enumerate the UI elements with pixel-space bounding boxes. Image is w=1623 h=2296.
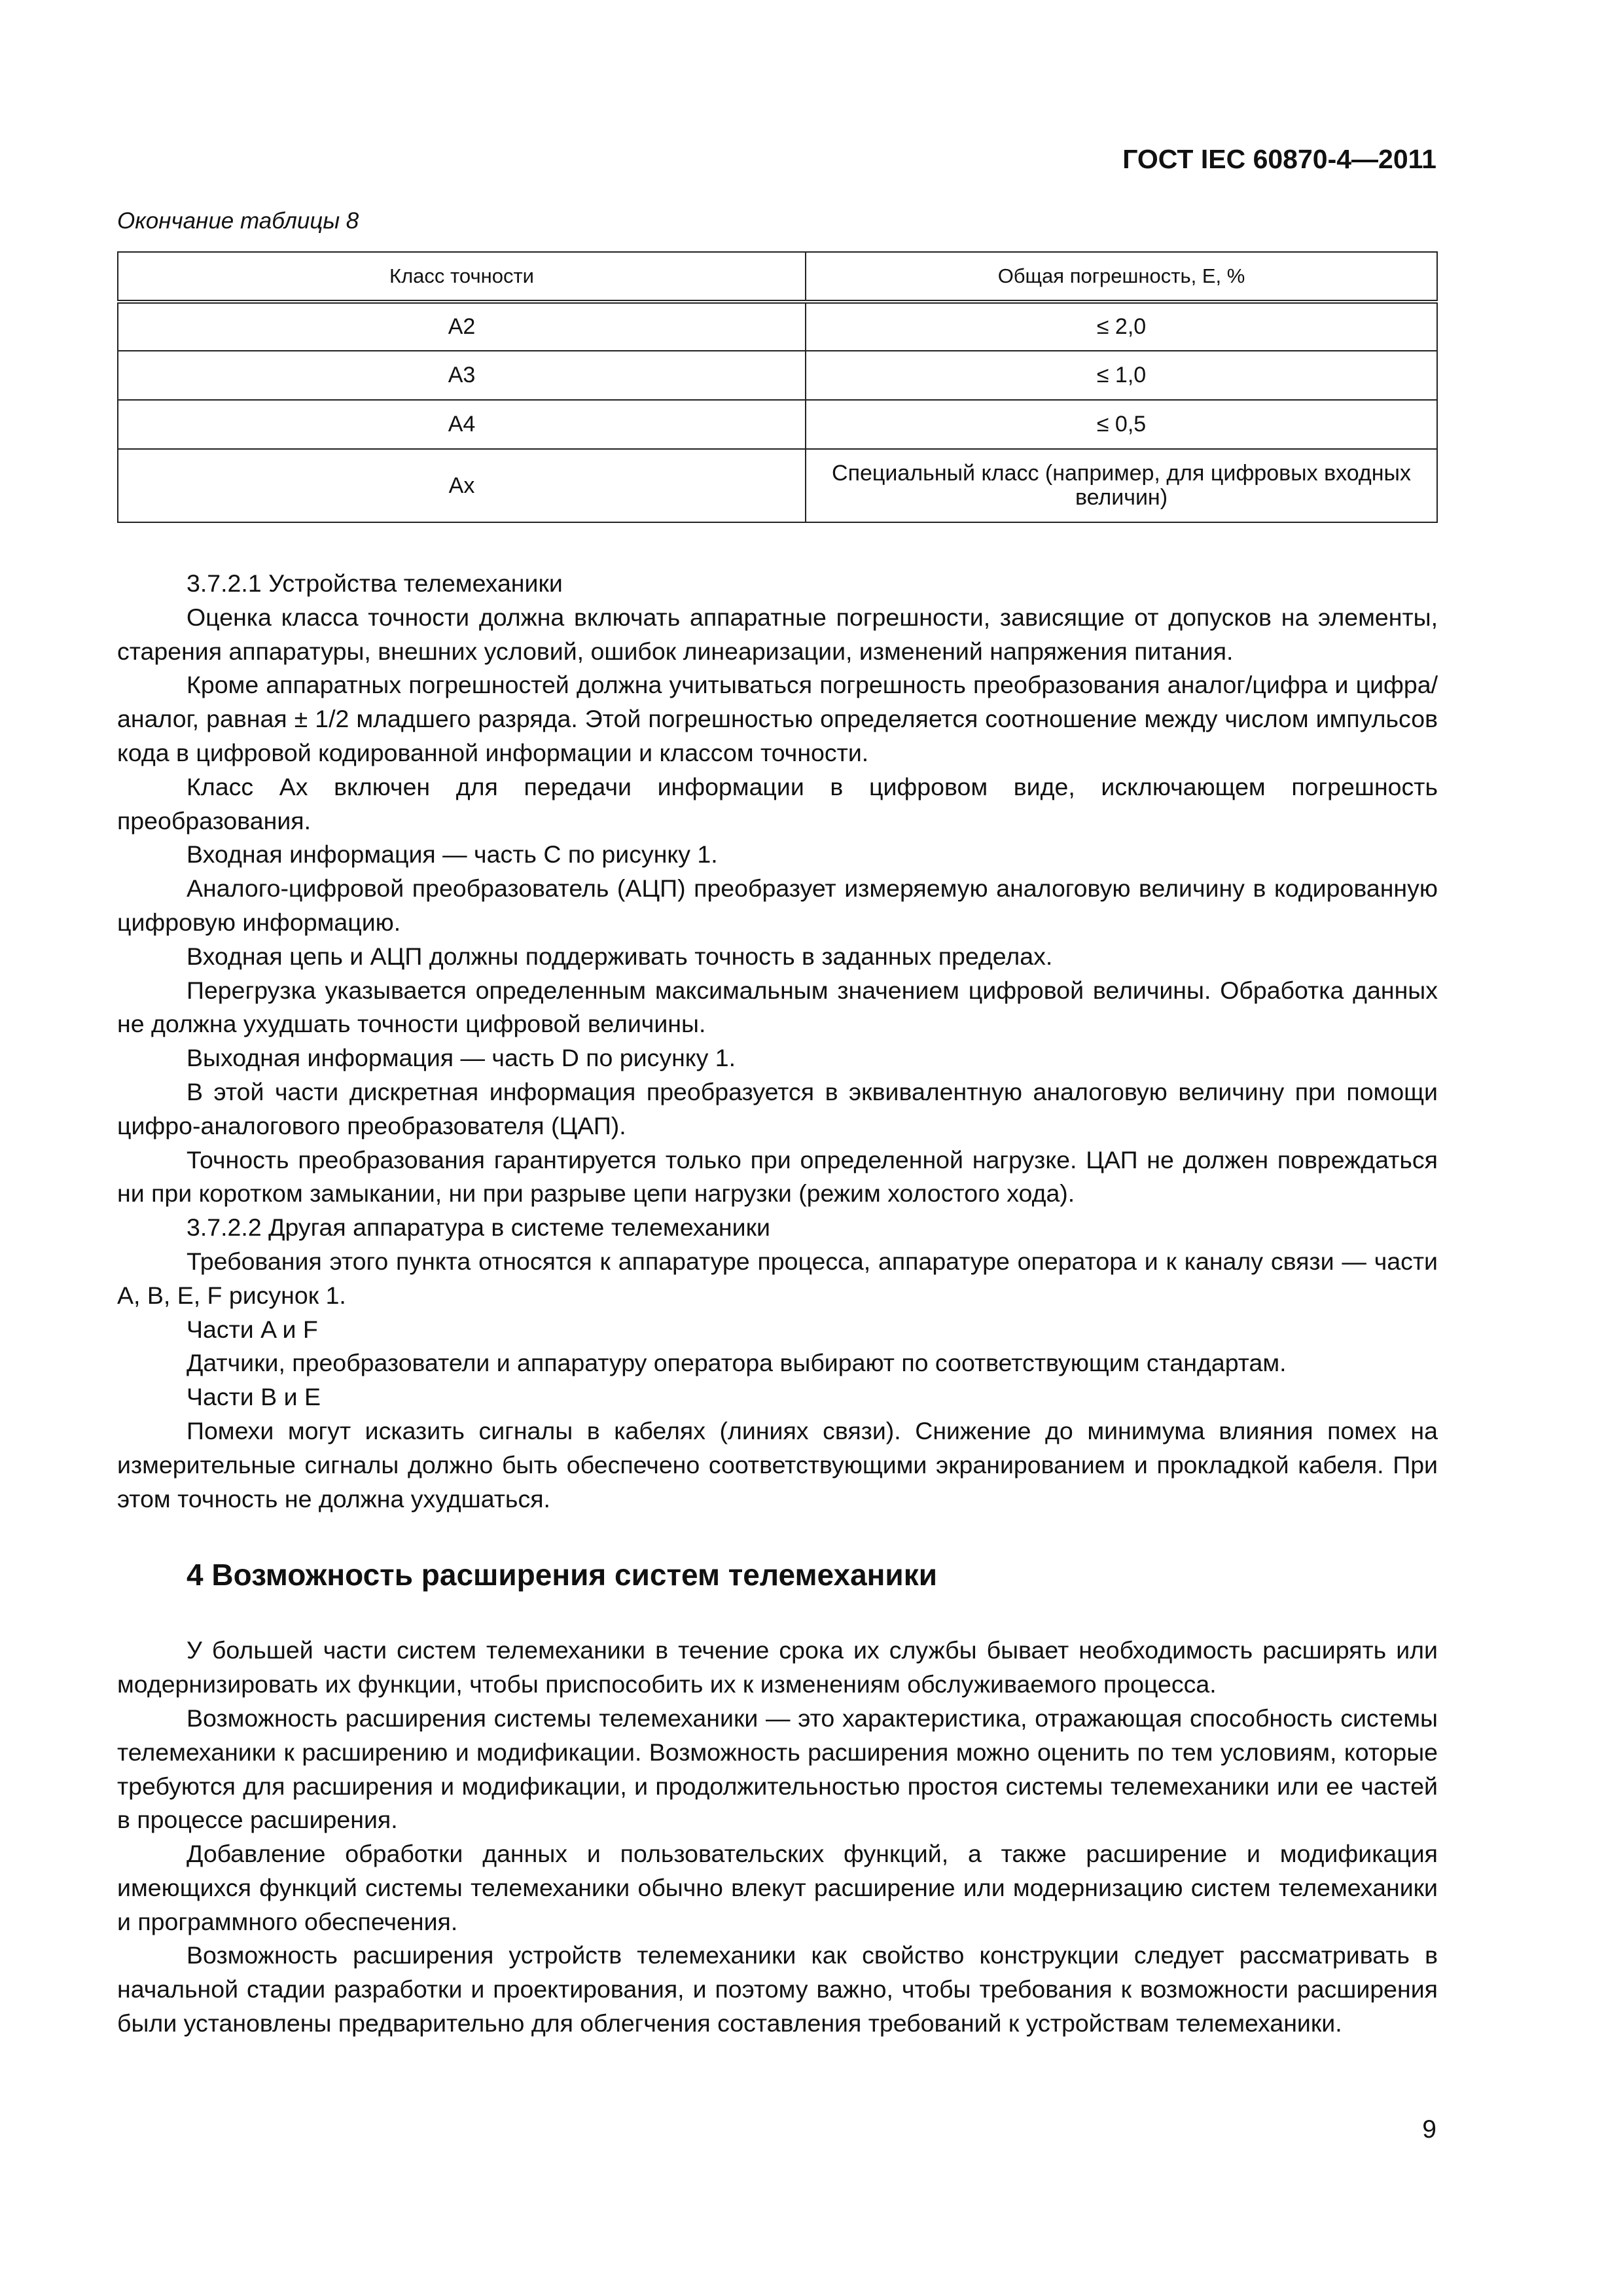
table-caption: Окончание таблицы 8 xyxy=(117,208,359,234)
table-cell-class: A3 xyxy=(118,351,806,400)
table-row xyxy=(118,302,1437,351)
table-cell-error: ≤ 1,0 xyxy=(806,351,1437,400)
clause-heading-3-7-2-2: 3.7.2.2 Другая аппаратура в системе телемеханики xyxy=(187,1213,770,1242)
paragraph: Точность преобразования гарантируется только при определенной нагрузке. ЦАП не должен повреждаться ни при коротком замыкании, ни при разрыве цепи нагрузки (режим холостого хода). xyxy=(117,1145,1438,1208)
table-cell-class: A4 xyxy=(118,400,806,449)
table-header-class: Класс точности xyxy=(118,252,806,302)
table-cell-error: Специальный класс (например, для цифровых входных величин) xyxy=(806,449,1437,522)
page-number: 9 xyxy=(1422,2115,1436,2144)
paragraph: Датчики, преобразователи и аппаратуру оператора выбирают по соответствующим стандартам. xyxy=(187,1349,1287,1377)
paragraph: Кроме аппаратных погрешностей должна учитываться погрешность преобразования аналог/цифра и цифра/аналог, равная ± 1/2 младшего разряда. Этой погрешностью определяется соотношение между числом импульсов кода в цифровой кодированной информации и классом точности. xyxy=(117,671,1438,766)
paragraph: Помехи могут исказить сигналы в кабелях (линиях связи). Снижение до минимума влияния помех на измерительные сигналы должно быть обеспечено соответствующими экранированием и прокладкой кабеля. При этом точность не должна ухудшаться. xyxy=(117,1416,1438,1513)
paragraph: Части A и F xyxy=(187,1315,318,1343)
paragraph: Оценка класса точности должна включать аппаратные погрешности, зависящие от допусков на элементы, старения аппаратуры, внешних условий, ошибок линеаризации, изменений напряжения питания. xyxy=(117,603,1438,665)
section-heading: 4 Возможность расширения систем телемеханики xyxy=(187,1558,938,1592)
table-cell-class: Ax xyxy=(118,449,806,522)
paragraph: Возможность расширения устройств телемеханики как свойство конструкции следует рассматривать в начальной стадии разработки и проектирования, и поэтому важно, чтобы требования к возможности расширения были установлены предварительно для облегчения составления требований к устройствам телемеханики. xyxy=(117,1941,1438,2037)
paragraph: Перегрузка указывается определенным максимальным значением цифровой величины. Обработка данных не должна ухудшать точности цифровой величины. xyxy=(117,976,1438,1038)
paragraph: Части B и E xyxy=(187,1383,321,1411)
table-header-error: Общая погрешность, E, % xyxy=(806,252,1437,302)
paragraph: У большей части систем телемеханики в течение срока их службы бывает необходимость расширять или модернизировать их функции, чтобы приспособить их к изменениям обслуживаемого процесса. xyxy=(117,1636,1438,1698)
paragraph: Входная информация — часть C по рисунку 1. xyxy=(187,840,718,869)
table-row xyxy=(118,400,1437,449)
clause-heading-3-7-2-1: 3.7.2.1 Устройства телемеханики xyxy=(187,569,563,597)
accuracy-class-table xyxy=(117,251,1438,523)
paragraph: Требования этого пункта относятся к аппаратуре процесса, аппаратуре оператора и к каналу связи — части A, B, E, F рисунок 1. xyxy=(117,1247,1438,1309)
body-text xyxy=(117,567,1438,2041)
paragraph: Класс Ax включен для передачи информации в цифровом виде, исключающем погрешность преобразования. xyxy=(117,772,1438,834)
table-cell-error: ≤ 0,5 xyxy=(806,400,1437,449)
table-header-row xyxy=(118,252,1437,302)
table-row xyxy=(118,449,1437,522)
paragraph: Аналого-цифровой преобразователь (АЦП) преобразует измеряемую аналоговую величину в кодированную цифровую информацию. xyxy=(117,874,1438,936)
table-cell-error: ≤ 2,0 xyxy=(806,302,1437,351)
paragraph: Выходная информация — часть D по рисунку 1. xyxy=(187,1044,736,1072)
paragraph: Возможность расширения системы телемеханики — это характеристика, отражающая способность системы телемеханики к расширению и модификации. Возможность расширения можно оценить по тем условиям, которые требуются для расширения и модификации, и продолжительностью простоя системы телемеханики или ее частей в процессе расширения. xyxy=(117,1704,1438,1834)
paragraph: В этой части дискретная информация преобразуется в эквивалентную аналоговую величину при помощи цифро-аналогового преобразователя (ЦАП). xyxy=(117,1077,1438,1139)
paragraph: Входная цепь и АЦП должны поддерживать точность в заданных пределах. xyxy=(187,942,1053,970)
table-row xyxy=(118,351,1437,400)
table-cell-class: A2 xyxy=(118,302,806,351)
paragraph: Добавление обработки данных и пользовательских функций, а также расширение и модификация имеющихся функций системы телемеханики обычно влекут расширение или модернизацию систем телемеханики и программного обеспечения. xyxy=(117,1840,1438,1935)
document-id-header: ГОСТ IEC 60870-4—2011 xyxy=(1122,144,1436,174)
